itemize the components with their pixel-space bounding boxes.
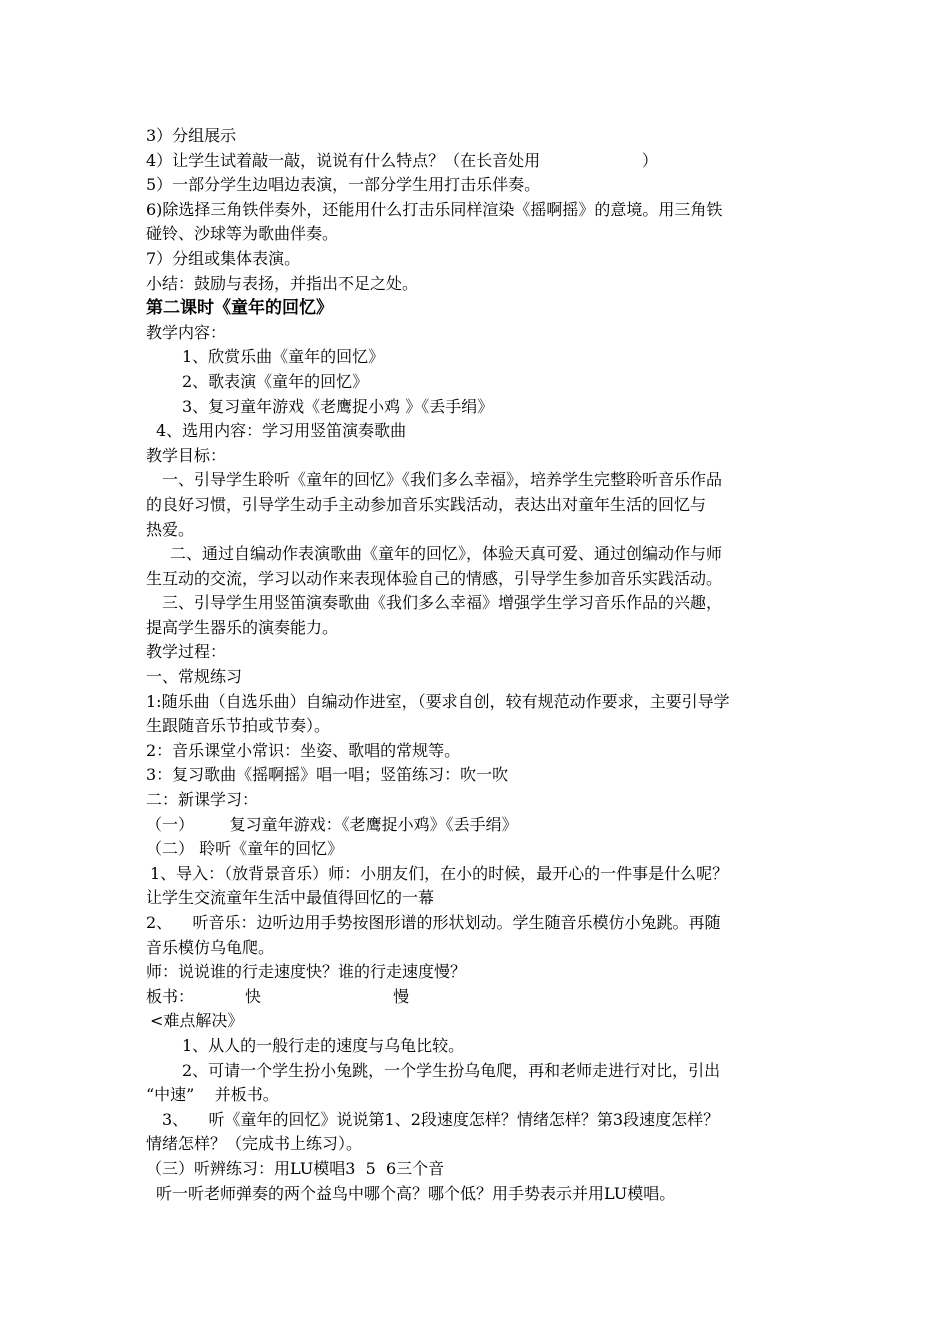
paragraph-line: 生跟随音乐节拍或节奏）。 bbox=[146, 716, 331, 736]
paragraph-line: “中速” 并板书。 bbox=[146, 1085, 279, 1105]
text-line: 3）分组展示 bbox=[146, 126, 237, 145]
list-item: 4、选用内容：学习用竖笛演奏歌曲 bbox=[156, 421, 407, 441]
subsection-label: （三）听辨练习：用LU模唱3 5 6三个音 bbox=[146, 1158, 445, 1178]
paragraph-line: 提高学生器乐的演奏能力。 bbox=[146, 617, 339, 637]
blackboard-line: 板书： 快 慢 bbox=[146, 986, 410, 1006]
paragraph-line: 一、引导学生聆听《童年的回忆》《我们多么幸福》，培养学生完整聆听音乐作品 bbox=[162, 470, 723, 490]
list-item: 2、可请一个学生扮小兔跳，一个学生扮乌龟爬，再和老师走进行对比，引出 bbox=[182, 1060, 721, 1080]
subsection-label: <难点解决》 bbox=[150, 1011, 244, 1031]
paragraph-line: 2：音乐课堂小常识：坐姿、歌唱的常规等。 bbox=[146, 740, 461, 760]
paragraph-line: 的良好习惯，引导学生动手主动参加音乐实践活动，表达出对童年生活的回忆与 bbox=[146, 494, 707, 514]
list-item: 3、复习童年游戏《老鹰捉小鸡 》《丢手绢》 bbox=[182, 396, 494, 416]
text-line: 碰铃、沙球等为歌曲伴奏。 bbox=[146, 224, 339, 244]
subsection-label: （二） 聆听《童年的回忆》 bbox=[146, 839, 344, 859]
paragraph-line: 情绪怎样？（完成书上练习）。 bbox=[146, 1134, 363, 1154]
list-item: 1、从人的一般行走的速度与乌龟比较。 bbox=[182, 1035, 465, 1055]
document-page bbox=[146, 124, 816, 1206]
paragraph-line: 二、通过自编动作表演歌曲《童年的回忆》，体验天真可爱、通过创编动作与师 bbox=[170, 544, 723, 564]
paragraph-line: 生互动的交流，学习以动作来表现体验自己的情感，引导学生参加音乐实践活动。 bbox=[146, 568, 723, 588]
section-label: 二：新课学习： bbox=[146, 790, 259, 810]
paragraph-line: 听一听老师弹奏的两个益鸟中哪个高？哪个低？用手势表示并用LU模唱。 bbox=[156, 1183, 676, 1203]
paragraph-line: 三、引导学生用竖笛演奏歌曲《我们多么幸福》增强学生学习音乐作品的兴趣， bbox=[162, 593, 723, 613]
paragraph-line: 师：说说谁的行走速度快？谁的行走速度慢？ bbox=[146, 962, 467, 982]
text-line: 5）一部分学生边唱边表演，一部分学生用打击乐伴奏。 bbox=[146, 175, 541, 195]
text-line: 4）让学生试着敲一敲，说说有什么特点？（在长音处用 ） bbox=[146, 150, 658, 170]
paragraph-line: 热爱。 bbox=[146, 519, 195, 539]
paragraph-line: 2、 听音乐：边听边用手势按图形谱的形状划动。学生随音乐模仿小兔跳。再随 bbox=[146, 913, 721, 932]
text-line: 7）分组或集体表演。 bbox=[146, 248, 301, 268]
paragraph-line: 音乐模仿乌龟爬。 bbox=[146, 937, 275, 957]
subsection-label: （一） 复习童年游戏：《老鹰捉小鸡》《丢手绢》 bbox=[146, 814, 518, 834]
text-line: 6)除选择三角铁伴奏外，还能用什么打击乐同样渲染《摇啊摇》的意境。用三角铁 bbox=[146, 199, 723, 219]
list-item: 2、歌表演《童年的回忆》 bbox=[182, 371, 369, 391]
paragraph-line: 3：复习歌曲《摇啊摇》唱一唱；竖笛练习：吹一吹 bbox=[146, 765, 509, 785]
section-label: 一、常规练习 bbox=[146, 667, 243, 687]
section-label: 教学过程： bbox=[146, 642, 227, 662]
text-line: 小结：鼓励与表扬，并指出不足之处。 bbox=[146, 273, 419, 293]
paragraph-line: 让学生交流童年生活中最值得回忆的一幕 bbox=[146, 888, 435, 908]
section-label: 教学内容： bbox=[146, 322, 227, 342]
list-item: 1、欣赏乐曲《童年的回忆》 bbox=[182, 347, 385, 367]
paragraph-line: 1:随乐曲（自选乐曲）自编动作进室，（要求自创，较有规范动作要求，主要引导学 bbox=[146, 691, 730, 711]
lesson-heading: 第二课时《童年的回忆》 bbox=[146, 298, 333, 319]
paragraph-line: 1、导入：（放背景音乐）师：小朋友们，在小的时候，最开心的一件事是什么呢？ bbox=[150, 863, 729, 883]
list-item: 3、 听《童年的回忆》说说第1、2段速度怎样？情绪怎样？第3段速度怎样？ bbox=[162, 1109, 720, 1129]
section-label: 教学目标： bbox=[146, 445, 227, 465]
